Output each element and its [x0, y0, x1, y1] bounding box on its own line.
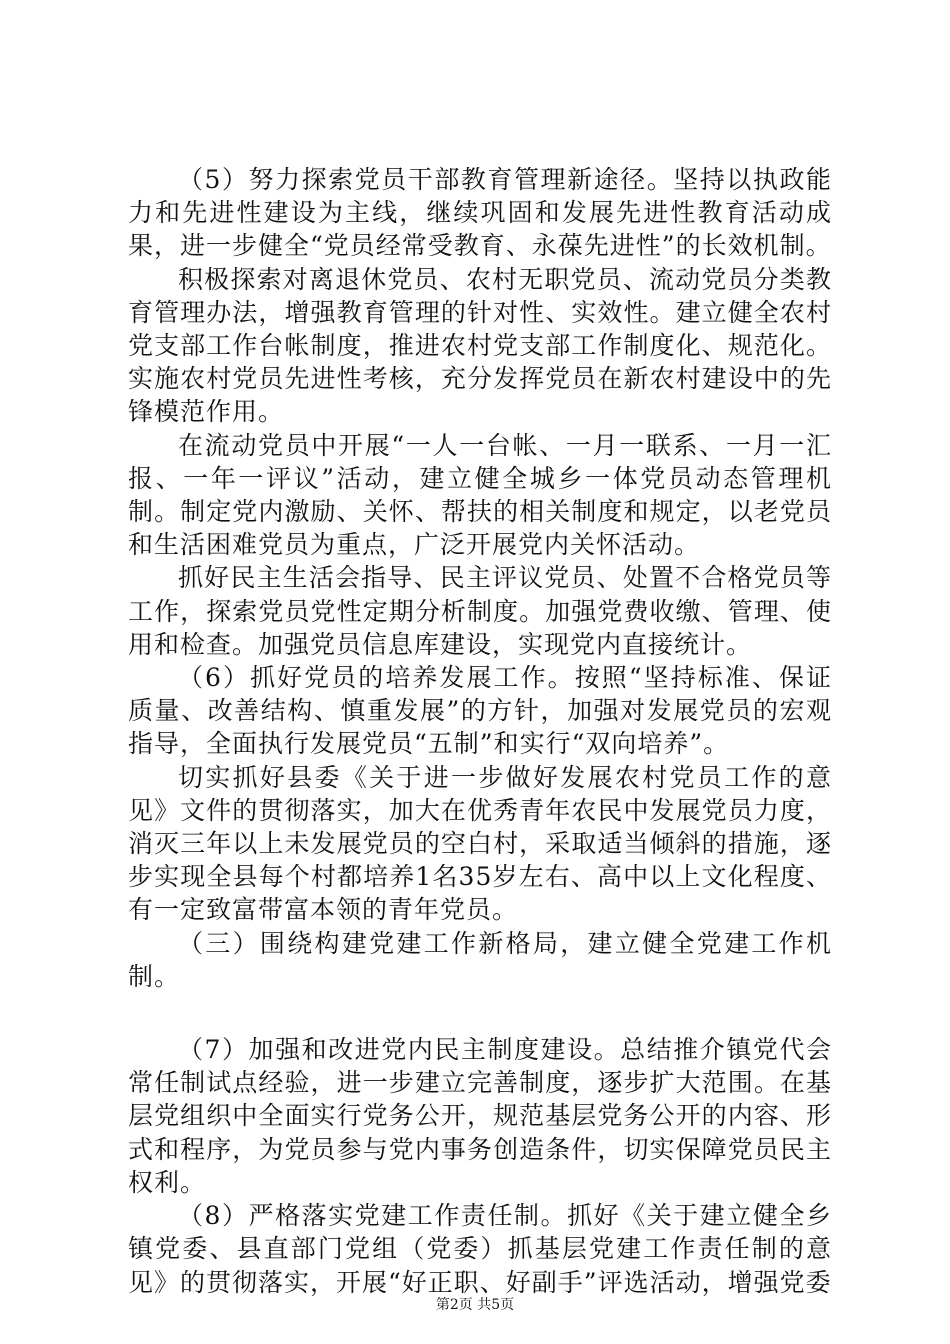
section-heading-three: （三）围绕构建党建工作新格局，建立健全党建工作机制。 [128, 928, 832, 991]
paragraph-mobile-members: 在流动党员中开展“一人一台帐、一月一联系、一月一汇报、一年一评议”活动，建立健全城乡一体党员动态管理机制。制定党内激励、关怀、帮扶的相关制度和规定，以老党员和生活困难党员为重点，广泛开展党内关怀活动。 [128, 430, 832, 560]
document-body [128, 163, 832, 1299]
paragraph-8-responsibility: （8）严格落实党建工作责任制。抓好《关于建立健全乡镇党委、县直部门党组（党委）抓基层党建工作责任制的意见》的贯彻落实，开展“好正职、好副手”评选活动，增强党委 [128, 1201, 832, 1297]
page-number-footer: 第2页 共5页 [435, 1297, 515, 1313]
paragraph-gap [128, 993, 832, 1033]
paragraph-rural-members: 切实抓好县委《关于进一步做好发展农村党员工作的意见》文件的贯彻落实，加大在优秀青年农民中发展党员力度，消灭三年以上未发展党员的空白村，采取适当倾斜的措施，逐步实现全县每个村都培养1名35岁左右、高中以上文化程度、有一定致富带富本领的青年党员。 [128, 762, 832, 925]
paragraph-6-development: （6）抓好党员的培养发展工作。按照“坚持标准、保证质量、改善结构、慎重发展”的方针，加强对发展党员的宏观指导，全面执行发展党员“五制”和实行“双向培养”。 [128, 663, 832, 759]
paragraph-5-education: （5）努力探索党员干部教育管理新途径。坚持以执政能力和先进性建设为主线，继续巩固和发展先进性教育活动成果，进一步健全“党员经常受教育、永葆先进性”的长效机制。 [128, 165, 832, 261]
paragraph-7-democracy: （7）加强和改进党内民主制度建设。总结推介镇党代会常任制试点经验，进一步建立完善制度，逐步扩大范围。在基层党组织中全面实行党务公开，规范基层党务公开的内容、形式和程序，为党员参与党内事务创造条件，切实保障党员民主权利。 [128, 1035, 832, 1197]
paragraph-classified-management: 积极探索对离退休党员、农村无职党员、流动党员分类教育管理办法，增强教育管理的针对性、实效性。建立健全农村党支部工作台帐制度，推进农村党支部工作制度化、规范化。实施农村党员先进性考核，充分发挥党员在新农村建设中的先锋模范作用。 [128, 264, 832, 427]
paragraph-democratic-life: 抓好民主生活会指导、民主评议党员、处置不合格党员等工作，探索党员党性定期分析制度。加强党费收缴、管理、使用和检查。加强党员信息库建设，实现党内直接统计。 [128, 563, 832, 659]
